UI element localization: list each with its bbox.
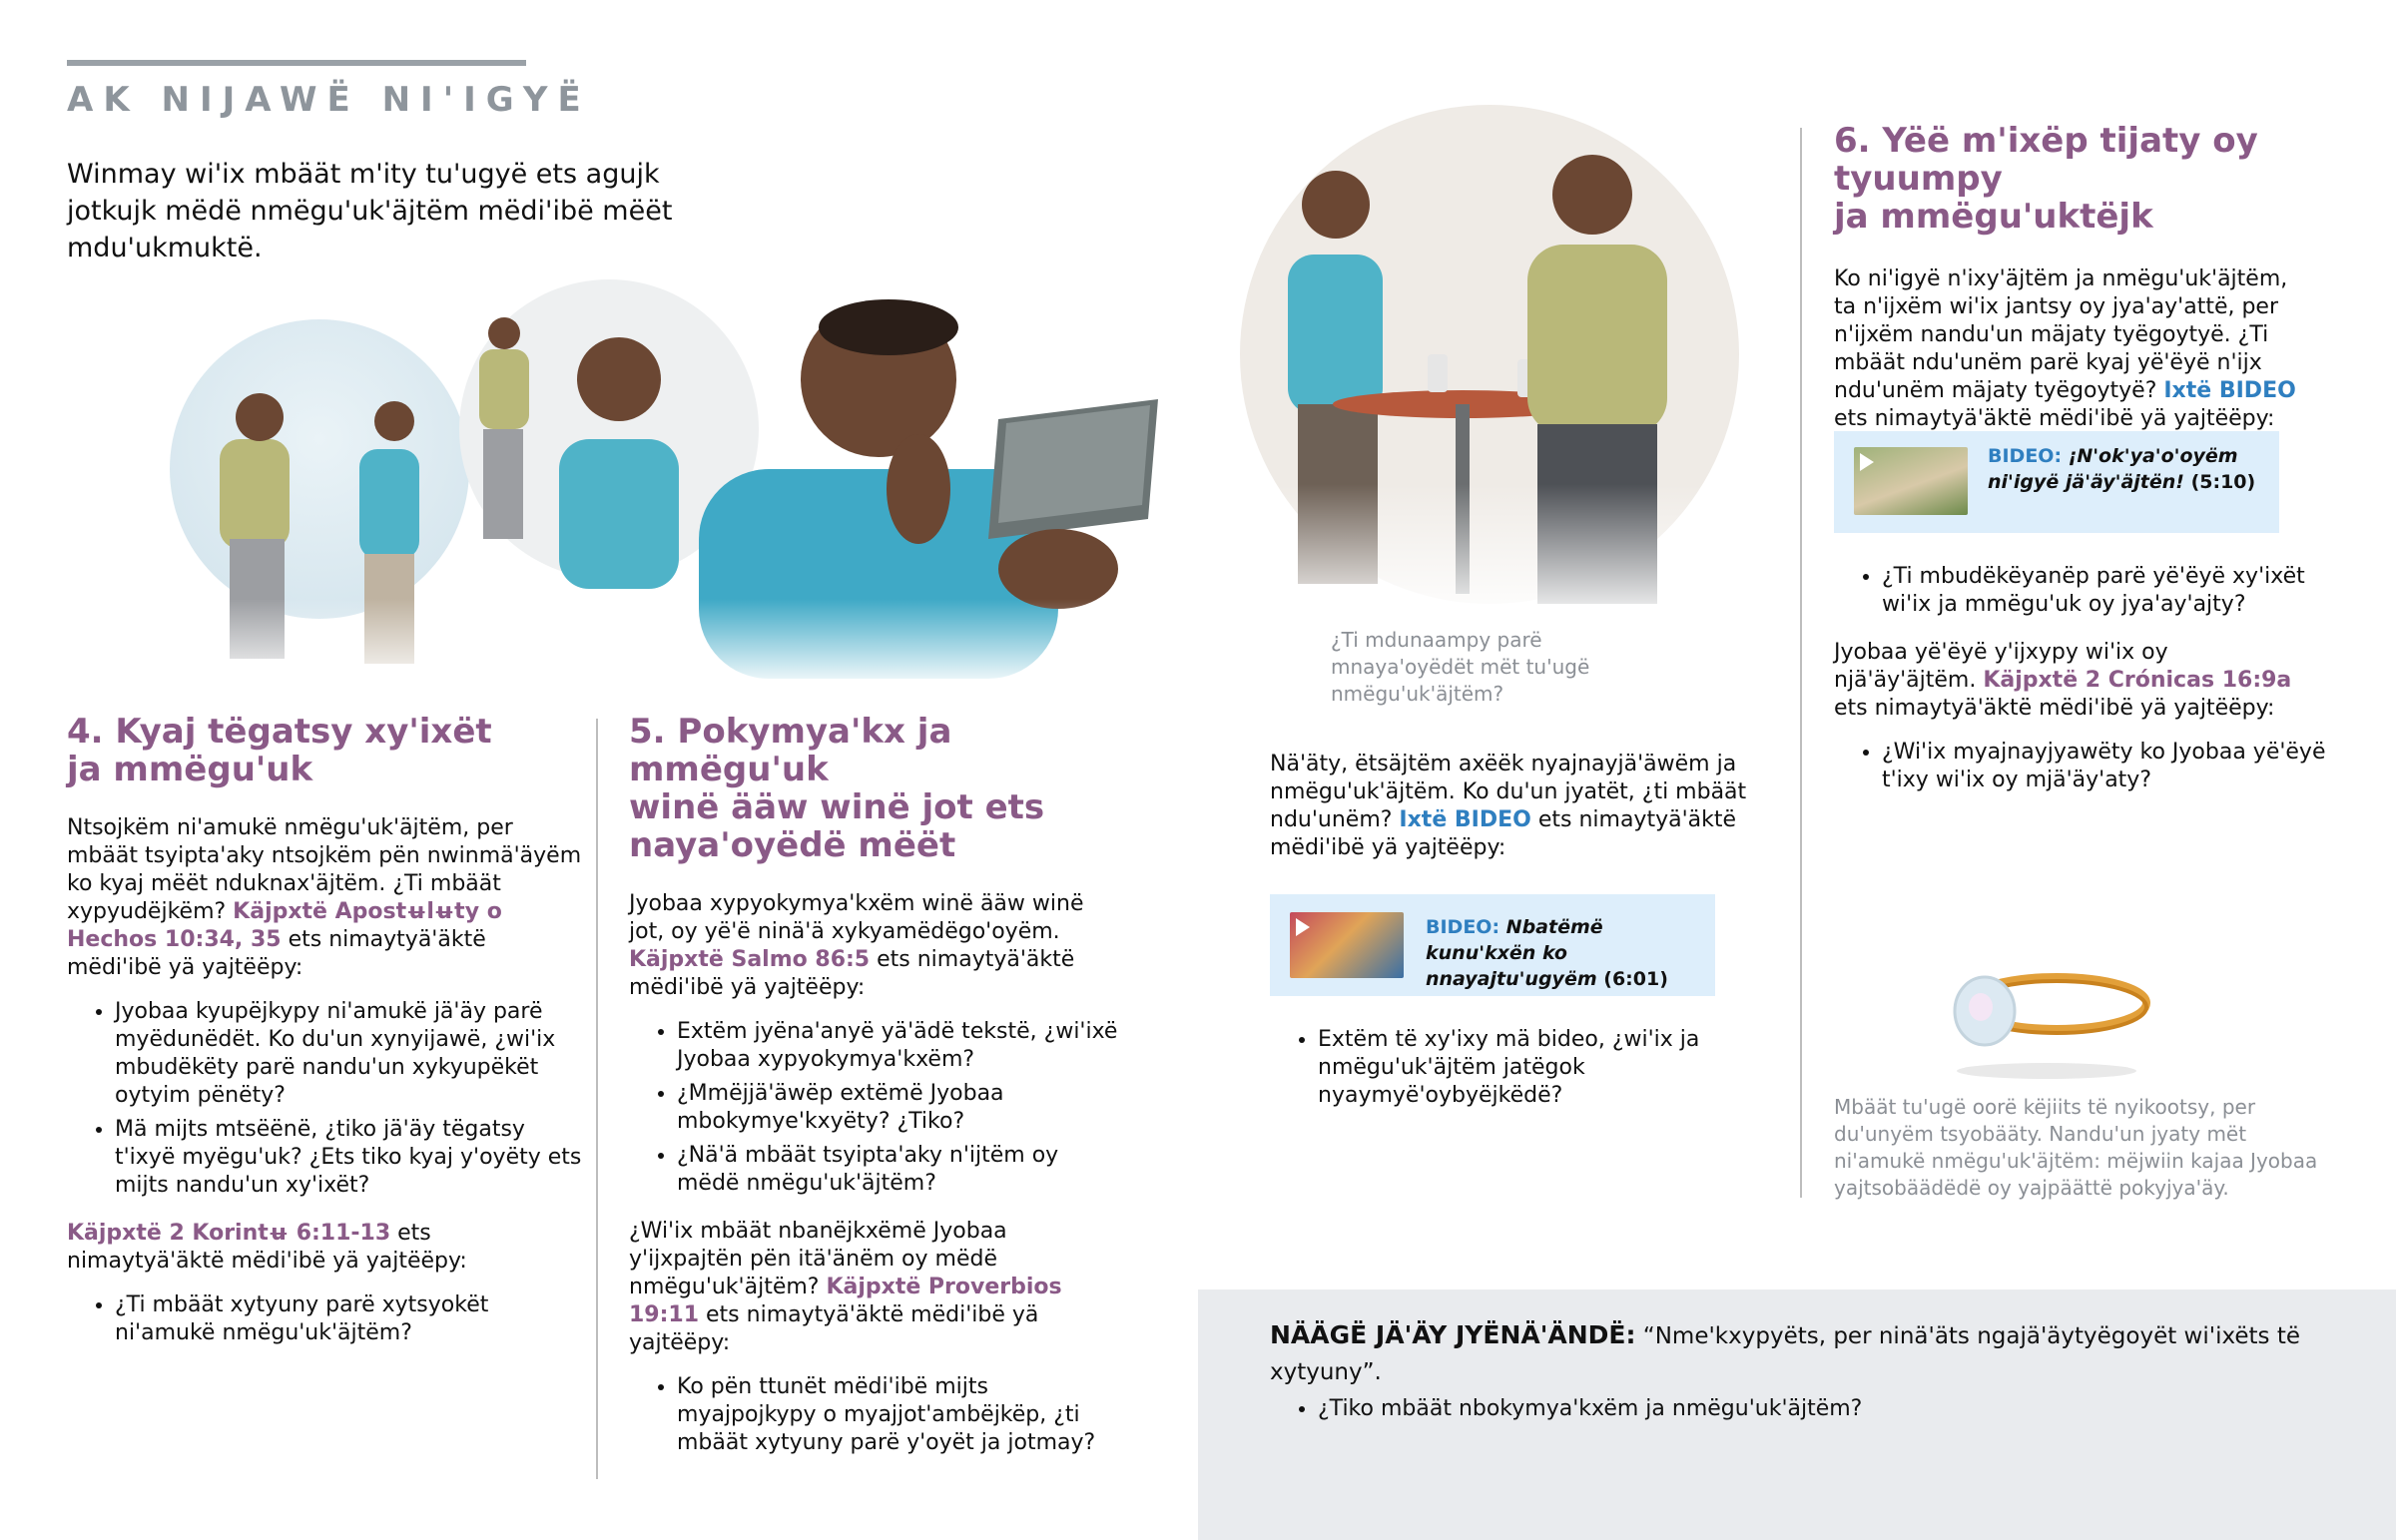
question-item: • Extëm të xy'ixy mä bideo, ¿wi'ix ja nmëgu'uk'äjtëm jatëgok nyaymyë'oybyëjkëdë? xyxy=(1318,1026,1769,1110)
video-link[interactable]: Ixtë BIDEO xyxy=(1399,807,1531,832)
scripture-link-psalm[interactable]: Käjpxtë Salmo 86:5 xyxy=(629,947,871,972)
section-4 xyxy=(67,713,586,1367)
play-icon xyxy=(1296,918,1310,936)
section-5-title-line1: 5. Pokymya'kx ja mmëgu'uk xyxy=(629,712,952,789)
section-6 xyxy=(1834,122,2353,449)
objection-label: NÄÄGË JÄ'ÄY JYËNÄ'ÄNDË: xyxy=(1270,1320,1636,1349)
question-item: • Extëm jyëna'anyë yä'ädë tekstë, ¿wi'ixë Jyobaa xypyokymya'kxëm? xyxy=(677,1018,1118,1074)
section-5-paragraph: Jyobaa xypyokymya'kxëm winë ääw winë jot, oy yë'ë ninä'ä xykyamëdëgo'oyëm. Käjpxtë Salmo 86:5 ets nimaytyä'äktë mëdi'ibë yä yajtëëpy: xyxy=(629,891,1084,1000)
question-item: • ¿Wi'ix myajnayjyawëty ko Jyobaa yë'ëyë t'ixy wi'ix oy mjä'äy'aty? xyxy=(1882,739,2353,794)
footer-questions xyxy=(1270,1395,2268,1443)
question-item: • Ko pën ttunët mëdi'ibë mijts myajpojkypy o myajjot'ambëjkëp, ¿ti mbäät xytyuny parë y'oyët ja jotmay? xyxy=(677,1373,1118,1457)
intro-text: Winmay wi'ix mbäät m'ity tu'ugyë ets agujk jotkujk mëdë nmëgu'uk'äjtëm mëdi'ibë mëët mdu'ukmuktë. xyxy=(67,159,673,263)
column-divider xyxy=(596,719,598,1479)
section-5-questions-2 xyxy=(629,1373,1118,1457)
illustration-conversation xyxy=(1228,105,1747,624)
scripture-link-2-corinthians[interactable]: Käjpxtë 2 Korintʉ 6:11-13 xyxy=(67,1221,391,1246)
section-5-paragraph-2: ¿Wi'ix mbäät nbanëjkxëmë Jyobaa y'ijxpajtën pën itä'änëm oy mëdë nmëgu'uk'äjtëm? Käjpxtë Proverbios 19:11 ets nimaytyä'äktë mëdi'ibë yä yajtëëpy: xyxy=(629,1219,1062,1355)
page-kicker: AK NIJAWË NI'IGYË xyxy=(67,80,591,120)
question-item: • ¿Tiko mbäät nbokymya'kxëm ja nmëgu'uk'äjtëm? xyxy=(1318,1395,2268,1423)
question-item: • ¿Ti mbäät xytyuny parë xytsyokët ni'amukë nmëgu'uk'äjtëm? xyxy=(115,1291,586,1347)
question-item: • ¿Nä'ä mbäät tsyipta'aky n'ijtëm oy mëdë nmëgu'uk'äjtëm? xyxy=(677,1142,1118,1198)
video-caption: BIDEO: ¡N'ok'ya'o'oyëm ni'igyë jä'äy'äjtën! (5:10) xyxy=(1988,445,2256,493)
section-6-paragraph: Ko ni'igyë n'ixy'äjtëm ja nmëgu'uk'äjtëm, ta n'ijxëm wi'ix jantsy oy jya'ay'attë, per n'ijxëm nandu'un mäjaty tyëgoytyë. ¿Ti mbäät ndu'unëm parë kyaj yë'ëyë n'ijx ndu'unëm mäjaty tyëgoytyë? Ixtë BIDEO ets nimaytyä'äktë mëdi'ibë yä yajtëëpy: xyxy=(1834,266,2296,431)
section-4-paragraph-2: Käjpxtë 2 Korintʉ 6:11-13 ets nimaytyä'äktë mëdi'ibë yä yajtëëpy: xyxy=(67,1221,467,1274)
section-5-title-line3: naya'oyëdë mëët xyxy=(629,825,956,865)
video-link[interactable]: Ixtë BIDEO xyxy=(2163,378,2296,403)
section-6-title-line1: 6. Yëë m'ixëp tijaty oy tyuumpy xyxy=(1834,121,2258,199)
section-6-title-line2: ja mmëgu'uktëjk xyxy=(1834,197,2153,237)
section-5-title-line2: winë ääw winë jot ets xyxy=(629,787,1045,827)
illustration-people xyxy=(160,269,1258,689)
section-5-title xyxy=(629,713,1118,864)
video-caption: BIDEO: Nbatëmë kunu'kxën ko nnayajtu'ugyëm (6:01) xyxy=(1426,916,1668,990)
objection-quote: “Nme'kxypyëts, per ninä'äts ngajä'äytyëgoyët wi'ixëts të xytyuny”. xyxy=(1270,1323,2300,1385)
video-thumbnail[interactable] xyxy=(1854,447,1968,515)
question-item: • ¿Ti mbudëkëyanëp parë yë'ëyë xy'ixët wi'ix ja mmëgu'uk oy jya'ay'ajty? xyxy=(1882,563,2353,619)
section-4-title-line1: 4. Kyaj tëgatsy xy'ixët xyxy=(67,712,492,752)
scripture-link-acts[interactable]: Käjpxtë Apostʉlʉty o Hechos 10:34, 35 xyxy=(67,899,502,952)
play-icon xyxy=(1860,453,1874,471)
section-5-questions xyxy=(629,1018,1118,1198)
video-card-forgiveness[interactable] xyxy=(1270,894,1715,996)
section-6-paragraph-2: Jyobaa yë'ëyë y'ijxypy wi'ix oy njä'äy'äjtëm. Käjpxtë 2 Crónicas 16:9a ets nimaytyä'äktë mëdi'ibë yä yajtëëpy: xyxy=(1834,640,2292,721)
question-item: • Mä mijts mtsëënë, ¿tiko jä'äy tëgatsy t'ixyë myëgu'uk? ¿Ets tiko kyaj y'oyëty ets mijts nandu'un xy'ixët? xyxy=(115,1116,586,1200)
section-4-title xyxy=(67,713,586,788)
section-6-title xyxy=(1834,122,2353,236)
header-rule xyxy=(67,60,526,66)
section-5 xyxy=(629,713,1118,1477)
video-card-qualities[interactable] xyxy=(1834,431,2279,533)
middle-paragraph: Nä'äty, ëtsäjtëm axëëk nyajnayjä'äwëm ja nmëgu'uk'äjtëm. Ko du'un jyatët, ¿ti mbäät ndu'unëm? Ixtë BIDEO ets nimaytyä'äktë mëdi'ibë yä yajtëëpy: xyxy=(1270,752,1747,860)
scripture-link-2-chronicles[interactable]: Käjpxtë 2 Crónicas 16:9a xyxy=(1983,668,2292,693)
video-thumbnail[interactable] xyxy=(1290,912,1404,978)
objection-statement xyxy=(1270,1317,2368,1390)
section-4-paragraph: Ntsojkëm ni'amukë nmëgu'uk'äjtëm, per mbäät tsyipta'aky ntsojkëm pën nwinmä'äyëm ko kyaj mëët nduknax'äjtëm. ¿Ti mbäät xypyudëjkëm? Käjpxtë Apostʉlʉty o Hechos 10:34, 35 ets nimaytyä'äktë mëdi'ibë yä yajtëëpy: xyxy=(67,815,582,980)
image-caption-conversation: ¿Ti mdunaampy parë mnaya'oyëdët mët tu'ugë nmëgu'uk'äjtëm? xyxy=(1331,628,1590,706)
ring-icon xyxy=(1937,953,2156,1083)
question-item: • Jyobaa kyupëjkypy ni'amukë jä'äy parë myëdunëdët. Ko du'un xynyijawë, ¿wi'ix mbudëkëty parë nandu'un xykyupëkët oytyim pënëty? xyxy=(115,998,586,1110)
column-divider-right xyxy=(1800,128,1802,1198)
scripture-link-proverbs[interactable]: Käjpxtë Proverbios 19:11 xyxy=(629,1275,1062,1327)
middle-questions xyxy=(1270,1026,1769,1130)
section-4-questions-2 xyxy=(67,1291,586,1347)
question-item: • ¿Mmëjjä'äwëp extëmë Jyobaa mbokymye'kxyëty? ¿Tiko? xyxy=(677,1080,1118,1136)
section-4-title-line2: ja mmëgu'uk xyxy=(67,750,313,789)
section-4-questions xyxy=(67,998,586,1200)
ring-caption: Mbäät tu'ugë oorë këjiits të nyikootsy, per du'unyëm tsyobääty. Nandu'un jyaty mët ni'amukë nmëgu'uk'äjtëm: mëjwiin kajaa Jyobaa yajtsobäädëdë oy yajpäättë pokyjya'äy. xyxy=(1834,1095,2318,1200)
section-6-more xyxy=(1834,563,2353,814)
